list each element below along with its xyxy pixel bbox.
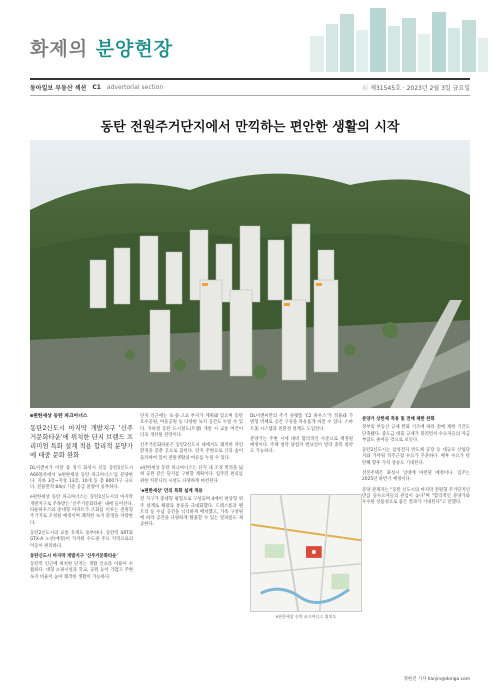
section-bar-rule xyxy=(30,95,470,96)
section-title xyxy=(30,34,173,61)
section-title-teal: 분양현장 xyxy=(95,38,174,60)
article-column-1 xyxy=(30,414,133,585)
paragraph: DL이앤씨가 이달 중 경기 화성시 신동 동탄2신도시 A60블록에서 'e편한세상 동탄 파크아너스'를 분양한다. 지하 3층~지상 13층, 10개 동 총 800가구 규모다. 전용면적 84㎡ 기준 공급 물량이 풍부하다. xyxy=(30,466,133,491)
article-column-4 xyxy=(362,414,470,511)
paragraph: 동탄역 인근에 위치한 단지는 생활 인프라 이용이 수월하다. 대형 쇼핑시설과 학교, 공원 등이 가깝고 주변 녹지 비율이 높아 쾌적한 생활이 가능하다. xyxy=(30,562,133,580)
paragraph: 정부의 부동산 규제 완화 기조에 따라 전매 제한 기간도 단축됐다. 중도금 대출 규제가 풀리면서 수요자들의 자금 부담도 줄어들 것으로 보인다. xyxy=(362,425,470,443)
paragraph: 견본주택은 화성시 일대에 마련될 예정이다. 입주는 2025년 하반기 예정이다. xyxy=(362,471,470,483)
section-bar xyxy=(30,81,470,94)
article-lead: 동탄2신도시 마지막 개발지구 '신주거문화타운'에 위치한 단지 브랜드 프리미엄 특화 설계 적용 합리적 분양가에 대중 문화 완화 xyxy=(30,424,133,460)
section-title-gray: 화제의 xyxy=(30,38,89,60)
location-map xyxy=(250,494,362,612)
byline: 정한진 기자 hanjin@donga.com xyxy=(403,677,470,682)
article-kicker: e편한세상 동탄 파크아너스 xyxy=(30,414,88,419)
section-name: 동아일보 부동산 섹션 xyxy=(30,85,87,92)
masthead-rule xyxy=(30,78,470,80)
map-caption: e편한세상 동탄 파크아너스 위치도 xyxy=(275,614,337,619)
issue-info: ⓒ 제31545호 · 2023년 2월 3일 금요일 xyxy=(362,85,470,92)
article-column-2 xyxy=(140,414,243,533)
paragraph: e편한세상 동탄 파크아너스는 동탄2신도시의 마지막 개발지구로 주목받는 '신주거문화타운' 내에 들어선다. 타운하우스와 중대형 아파트가 조화를 이루는 전원형 주거지로 조성될 예정이며 쾌적한 녹지 환경을 자랑한다. xyxy=(30,495,133,526)
paragraph: 신주거문화타운은 동탄2신도시 내에서도 쾌적한 자연환경을 갖춘 곳으로 꼽힌다. 단지 주변으로 산과 숲이 둘러싸여 있어 전원생활의 여유를 누릴 수 있다. xyxy=(140,443,243,461)
paragraph: 전 가구가 중대형 평형으로 구성되며 4베이 판상형 위주 설계로 채광과 통풍을 극대화했다. 드레스룸과 팬트리 등 수납 공간을 넉넉하게 배치했고, 가족 구성원에 따라 공간을 다양하게 활용할 수 있는 알파룸도 제공한다. xyxy=(140,497,243,528)
subheading: 분양가 상한제 적용 및 전매 제한 완화 xyxy=(362,417,435,422)
subheading: 동탄신도시 마지막 개발지구 '신주거문화타운' xyxy=(30,553,118,559)
article-column-3 xyxy=(250,414,353,460)
paragraph: DL이앤씨만의 주거 플랫폼 'C2 하우스'가 적용돼 가변형 벽체로 공간 구성을 자유롭게 바꿀 수 있다. 스마트홈 시스템과 친환경 설계도 도입된다. xyxy=(250,414,353,432)
page-number: C1 xyxy=(92,84,101,91)
paragraph: 단지 인근에는 초·중·고교 부지가 계획돼 있으며 동탄 호수공원, 여울공원 등 다양한 녹지 공간도 누릴 수 있다. 지하철 동탄 도시철도(트램) 개통 시 교통 여건이 더욱 개선될 전망이다. xyxy=(140,414,243,438)
paragraph: 동탄2신도시는 삼성전자 반도체 공장 등 대규모 산업단지와 가까워 직주근접 수요가 꾸준하다. 배후 수요가 탄탄해 향후 가치 상승도 기대된다. xyxy=(362,448,470,466)
article-headline: 동탄 전원주거단지에서 만끽하는 편안한 생활의 시작 xyxy=(100,120,400,135)
section-english: advertorial section xyxy=(106,84,164,91)
subheading: 'e편한세상' 만의 특화 설계 적용 xyxy=(140,488,203,494)
paragraph: 분양 관계자는 "동탄 신도시의 마지막 전원형 주거단지인 만큼 실수요자들의 관심이 높다"며 "합리적인 분양가와 우수한 상품성으로 좋은 결과가 기대된다"고 말했다. xyxy=(362,487,470,506)
skyline-illustration xyxy=(300,6,490,72)
complex-rendering-photo xyxy=(30,140,470,408)
paragraph: 분양가는 주변 시세 대비 합리적인 수준으로 책정될 예정이다. 주택 청약 당첨자 발표일이 달라 중복 청약도 가능하다. xyxy=(250,436,353,455)
masthead xyxy=(0,0,500,80)
paragraph: e편한세상 동탄 파크아너스는 단지 내 조경 면적을 넓혀 공원 같은 단지를 구현할 계획이다. 입주민 편의를 위한 커뮤니티 시설도 다양하게 마련된다. xyxy=(140,466,243,484)
paragraph: 동탄2신도시의 교통 호재도 풍부하다. 동탄역 SRT와 GTX-A 노선(예정)이 가까워 수도권 주요 지역으로의 이동이 편리하다. xyxy=(30,530,133,549)
